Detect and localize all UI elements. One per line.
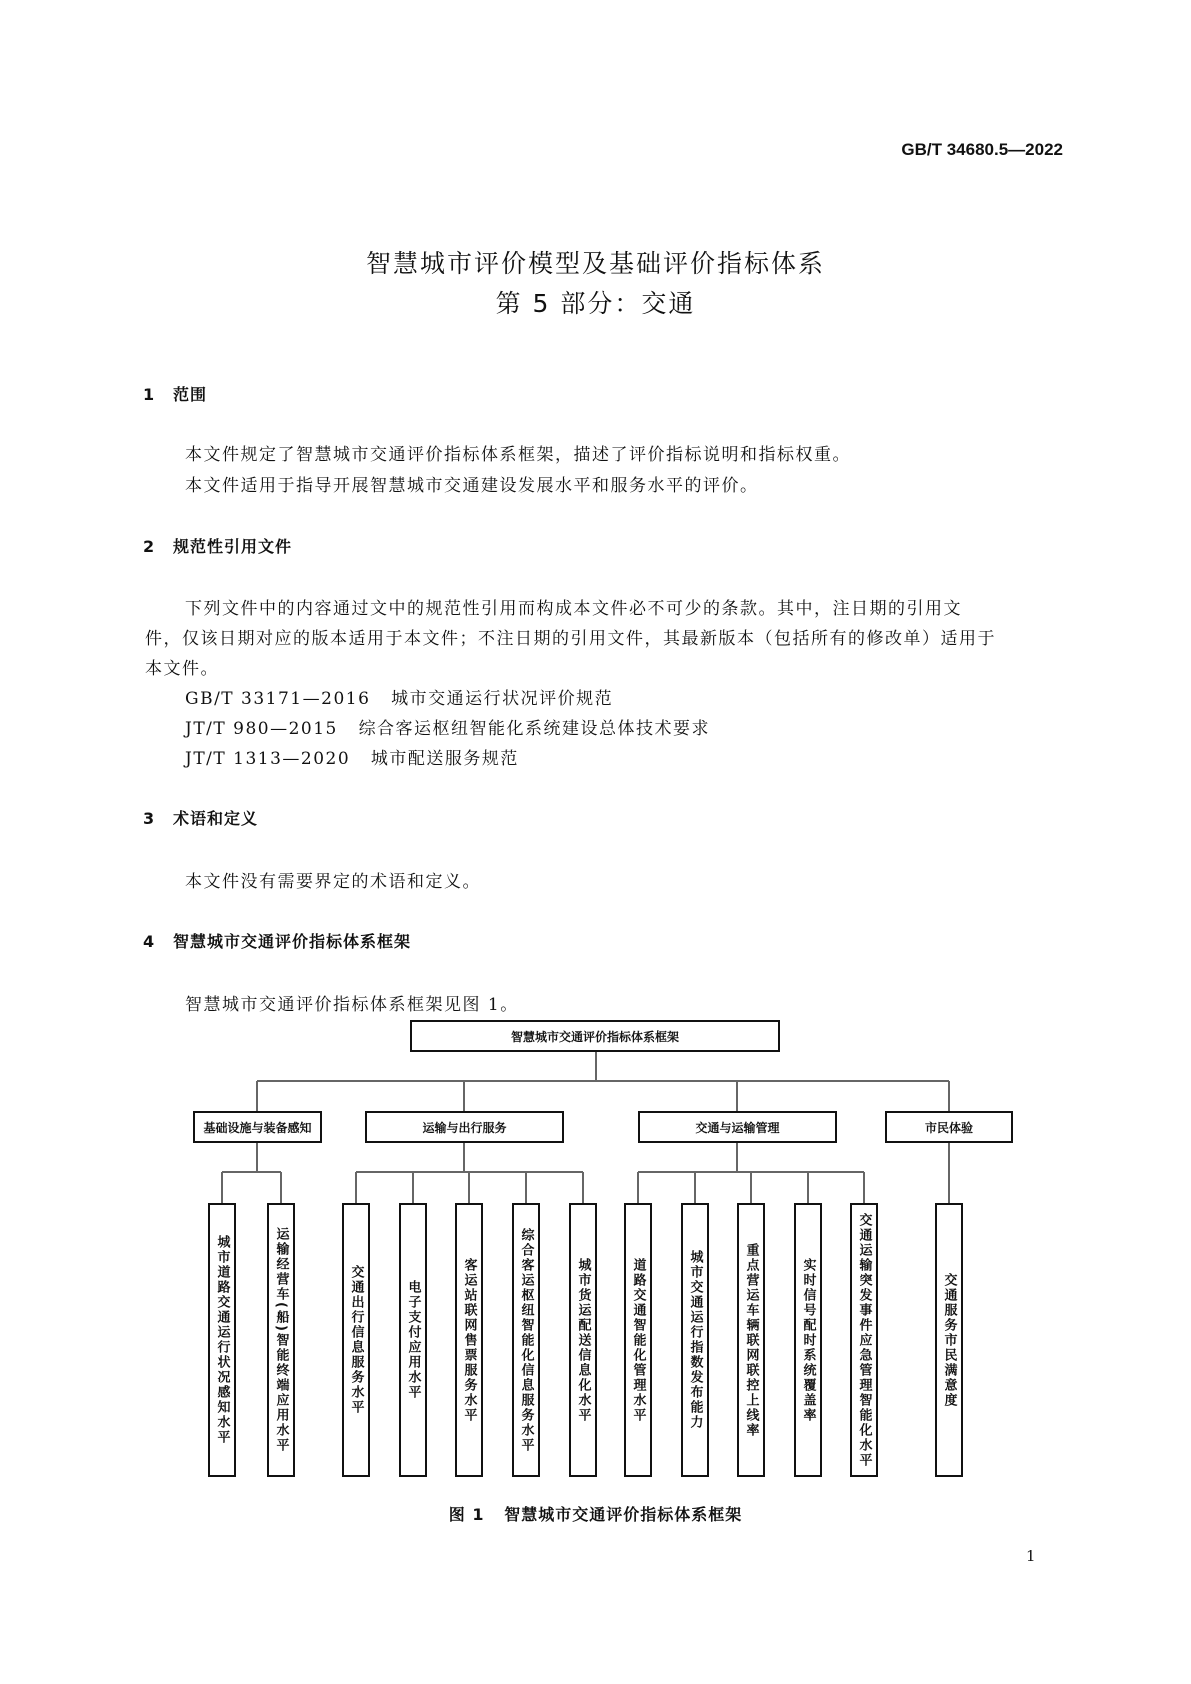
indicator-label: 城市道路交通运行状况感知水平 [214,1235,230,1445]
indicator-label: 电子支付应用水平 [405,1280,421,1400]
indicator-box [267,1203,295,1477]
paragraph: 本文件规定了智慧城市交通评价指标体系框架，描述了评价指标说明和指标权重。 [185,445,851,465]
section-title: 规范性引用文件 [173,537,293,556]
indicator-box [737,1203,765,1477]
figure-caption [0,1502,1191,1525]
indicator-box [399,1203,427,1477]
indicator-label: 综合客运枢纽智能化信息服务水平 [518,1227,534,1453]
indicator-label: 道路交通智能化管理水平 [630,1257,646,1423]
indicator-label: 城市交通运行指数发布能力 [687,1250,703,1430]
paragraph: 下列文件中的内容通过文中的规范性引用而构成本文件必不可少的条款。其中，注日期的引用文 [185,599,962,619]
indicator-label: 运输经营车(船)智能终端应用水平 [273,1227,289,1453]
section-number: 3 [143,809,156,828]
caption-text: 智慧城市交通评价指标体系框架 [504,1505,743,1524]
indicator-box [455,1203,483,1477]
category-box: 基础设施与装备感知 [193,1111,322,1143]
section-number: 2 [143,537,156,556]
section-number: 4 [143,932,156,951]
paragraph: 本文件没有需要界定的术语和定义。 [185,872,481,892]
category-box: 运输与出行服务 [365,1111,564,1143]
root-box: 智慧城市交通评价指标体系框架 [410,1020,780,1052]
indicator-label: 实时信号配时系统覆盖率 [800,1257,816,1423]
indicator-box [208,1203,236,1477]
paragraph: 本文件适用于指导开展智慧城市交通建设发展水平和服务水平的评价。 [185,476,759,496]
reference-code: JT/T 980—2015 [185,719,338,739]
paragraph: 件，仅该日期对应的版本适用于本文件；不注日期的引用文件，其最新版本（包括所有的修改单）适用于 [145,629,996,649]
indicator-box [935,1203,963,1477]
section-number: 1 [143,385,156,404]
page-number: 1 [1026,1547,1036,1565]
caption-number: 图 1 [448,1505,485,1524]
indicator-label: 城市货运配送信息化水平 [575,1257,591,1423]
indicator-box [624,1203,652,1477]
reference-title: 综合客运枢纽智能化系统建设总体技术要求 [358,719,711,739]
indicator-box [342,1203,370,1477]
category-box: 交通与运输管理 [638,1111,837,1143]
indicator-box [681,1203,709,1477]
section-title: 范围 [173,385,208,404]
document-title: 智慧城市评价模型及基础评价指标体系 [365,249,825,278]
indicator-label: 重点营运车辆联网联控上线率 [743,1242,759,1438]
indicator-box [569,1203,597,1477]
category-box: 市民体验 [885,1111,1013,1143]
indicator-label: 客运站联网售票服务水平 [461,1257,477,1423]
reference-code: GB/T 33171—2016 [185,689,371,709]
indicator-box [850,1203,878,1477]
section-title: 智慧城市交通评价指标体系框架 [173,932,412,951]
paragraph: 本文件。 [145,659,219,679]
paragraph: 智慧城市交通评价指标体系框架见图 1。 [185,995,519,1015]
reference-code: JT/T 1313—2020 [185,749,351,769]
indicator-box [512,1203,540,1477]
reference-title: 城市交通运行状况评价规范 [391,689,614,709]
document-subtitle: 第 5 部分：交通 [495,289,696,318]
section-title: 术语和定义 [173,809,259,828]
indicator-label: 交通运输突发事件应急管理智能化水平 [856,1212,872,1468]
indicator-label: 交通出行信息服务水平 [348,1265,364,1415]
standard-number: GB/T 34680.5—2022 [901,140,1063,159]
reference-title: 城市配送服务规范 [370,749,519,769]
indicator-box [794,1203,822,1477]
indicator-label: 交通服务市民满意度 [941,1272,957,1408]
